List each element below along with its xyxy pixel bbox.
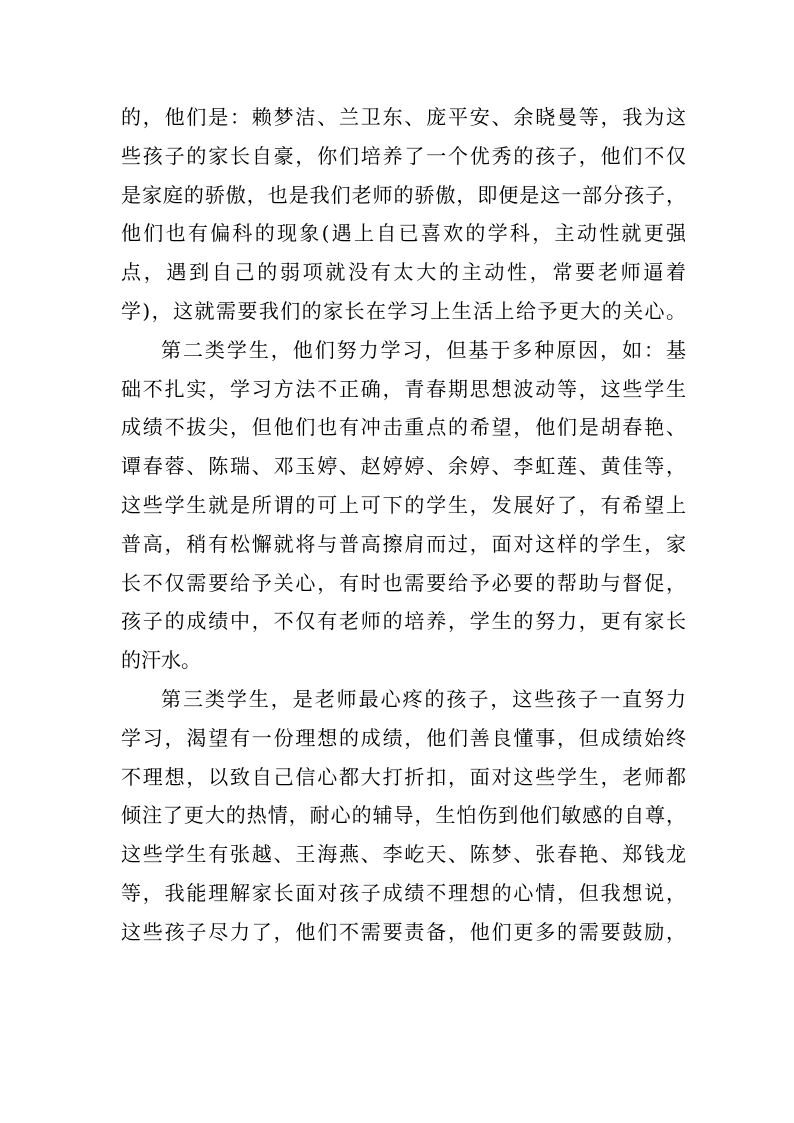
paragraph-2-line-9: 的汗水。 — [121, 648, 201, 673]
paragraph-3-line-4: 倾注了更大的热情，耐心的辅导，生怕伤到他们敏感的自尊， — [121, 803, 686, 828]
paragraph-3-line-6: 等，我能理解家长面对孩子成绩不理想的心情，但我想说， — [121, 880, 686, 905]
paragraph-3-line-3: 不理想，以致自己信心都大打折扣，面对这些学生，老师都 — [121, 764, 686, 789]
paragraph-2-line-3: 成绩不拔尖，但他们也有冲击重点的希望，他们是胡春艳、 — [121, 415, 686, 440]
paragraph-3-line-7: 这些孩子尽力了，他们不需要责备，他们更多的需要鼓励， — [121, 919, 686, 944]
document-body — [121, 98, 686, 952]
paragraph-2-line-4: 谭春蓉、陈瑞、邓玉婷、赵婷婷、余婷、李虹莲、黄佳等， — [121, 454, 686, 479]
paragraph-2-line-2: 础不扎实，学习方法不正确，青春期思想波动等，这些学生 — [121, 376, 686, 401]
paragraph-2-line-5: 这些学生就是所谓的可上可下的学生，发展好了，有希望上 — [121, 492, 686, 517]
paragraph-2-line-6: 普高，稍有松懈就将与普高擦肩而过，面对这样的学生，家 — [121, 531, 686, 556]
paragraph-1-line-4: 他们也有偏科的现象(遇上自已喜欢的学科，主动性就更强 — [121, 221, 686, 246]
paragraph-1-line-5: 点，遇到自己的弱项就没有太大的主动性，常要老师逼着 — [121, 260, 686, 285]
paragraph-1-line-3: 是家庭的骄傲，也是我们老师的骄傲，即便是这一部分孩子， — [121, 182, 686, 207]
paragraph-1-line-6: 学)，这就需要我们的家长在学习上生活上给予更大的关心。 — [121, 298, 686, 323]
paragraph-2-line-7: 长不仅需要给予关心，有时也需要给予必要的帮助与督促， — [121, 570, 686, 595]
paragraph-2-line-8: 孩子的成绩中，不仅有老师的培养，学生的努力，更有家长 — [121, 609, 686, 634]
paragraph-1-line-1: 的，他们是：赖梦洁、兰卫东、庞平安、余晓曼等，我为这 — [121, 105, 686, 129]
paragraph-3-line-5: 这些学生有张越、王海燕、李屹天、陈梦、张春艳、郑钱龙 — [121, 842, 686, 867]
paragraph-2-line-1: 第二类学生，他们努力学习，但基于多种原因，如：基 — [161, 337, 686, 362]
paragraph-3-line-2: 学习，渴望有一份理想的成绩，他们善良懂事，但成绩始终 — [121, 725, 686, 750]
paragraph-3-line-1: 第三类学生，是老师最心疼的孩子，这些孩子一直努力 — [161, 686, 686, 711]
paragraph-1-line-2: 些孩子的家长自豪，你们培养了一个优秀的孩子，他们不仅 — [121, 143, 686, 168]
